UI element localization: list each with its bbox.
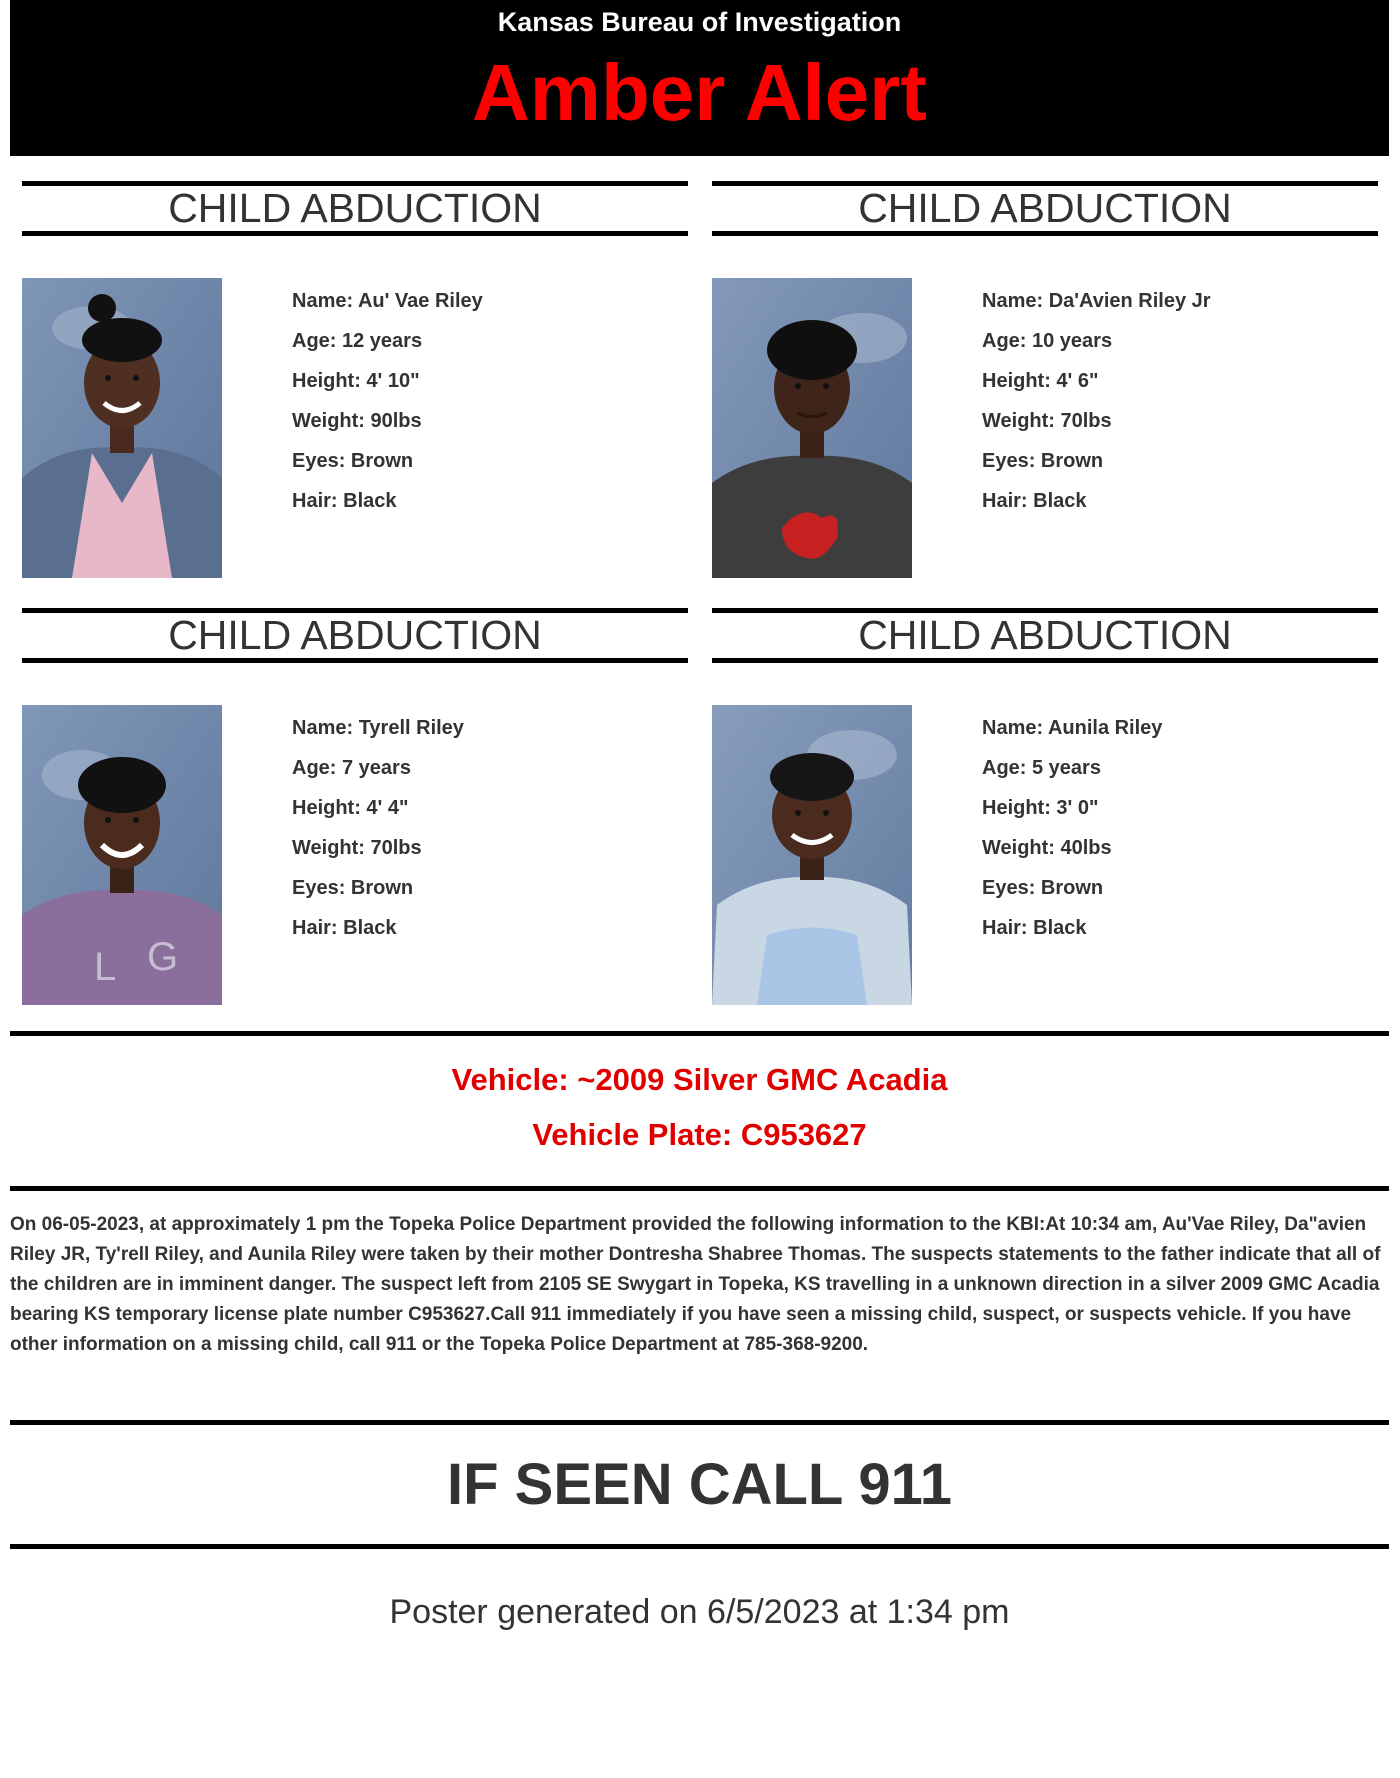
child-details: [982, 281, 1372, 521]
child-age: Age: 5 years: [982, 757, 1101, 779]
child-eyes: Eyes: Brown: [982, 450, 1104, 472]
child-name: Name: Tyrell Riley: [292, 717, 464, 739]
child-hair: Hair: Black: [982, 490, 1087, 512]
child-weight: Weight: 40lbs: [982, 837, 1112, 859]
agency-name: Kansas Bureau of Investigation: [497, 7, 902, 37]
divider: [10, 1544, 1389, 1549]
child-eyes: Eyes: Brown: [292, 877, 414, 899]
child-details: [292, 281, 682, 521]
child-card-3: [22, 608, 688, 1008]
divider: [10, 1186, 1389, 1191]
svg-text:G: G: [147, 935, 179, 979]
child-hair: Hair: Black: [292, 917, 397, 939]
child-photo: [22, 705, 222, 1005]
section-title: CHILD ABDUCTION: [858, 612, 1232, 658]
child-hair: Hair: Black: [982, 917, 1087, 939]
child-name: Name: Aunila Riley: [982, 717, 1163, 739]
child-age: Age: 10 years: [982, 330, 1113, 352]
child-photo: [712, 278, 912, 578]
alert-header: [10, 0, 1389, 156]
child-card-1: [22, 181, 688, 581]
child-weight: Weight: 70lbs: [982, 410, 1112, 432]
vehicle-description: Vehicle: ~2009 Silver GMC Acadia: [451, 1062, 948, 1097]
svg-text:L: L: [94, 945, 117, 989]
child-height: Height: 4' 4": [292, 797, 409, 819]
child-name: Name: Au' Vae Riley: [292, 290, 483, 312]
child-eyes: Eyes: Brown: [292, 450, 414, 472]
alert-title: Amber Alert: [472, 48, 927, 137]
child-name: Name: Da'Avien Riley Jr: [982, 290, 1211, 312]
divider: [10, 1031, 1389, 1036]
divider: [10, 1420, 1389, 1425]
child-weight: Weight: 90lbs: [292, 410, 422, 432]
child-card-2: [712, 181, 1378, 581]
incident-narrative: On 06-05-2023, at approximately 1 pm the Topeka Police Department provided the following information to the KBI:At 10:34 am, Au'Vae Riley, Da"avien Riley JR, Ty'rell Riley, and Aunila Riley were taken by their mother Dontresha Shabree Thomas. The suspects statements to the father indicate that all of the children are in imminent danger. The suspect left from 2105 SE Swygart in Topeka, KS travelling in a unknown direction in a silver 2009 GMC Acadia bearing KS temporary license plate number C953627.Call 911 immediately if you have seen a missing child, suspect, or suspects vehicle. If you have other information on a missing child, call 911 or the Topeka Police Department at 785-368-9200.: [10, 1214, 1381, 1355]
section-title: CHILD ABDUCTION: [168, 185, 542, 231]
section-title: CHILD ABDUCTION: [168, 612, 542, 658]
divider: [712, 658, 1378, 663]
child-details: [982, 708, 1372, 948]
divider: [22, 231, 688, 236]
poster-generated-timestamp: Poster generated on 6/5/2023 at 1:34 pm: [389, 1593, 1010, 1631]
child-height: Height: 4' 6": [982, 370, 1099, 392]
child-card-4: [712, 608, 1378, 1008]
child-eyes: Eyes: Brown: [982, 877, 1104, 899]
child-photo: [22, 278, 222, 578]
section-title: CHILD ABDUCTION: [858, 185, 1232, 231]
child-height: Height: 3' 0": [982, 797, 1099, 819]
vehicle-plate: Vehicle Plate: C953627: [532, 1117, 867, 1152]
child-age: Age: 7 years: [292, 757, 411, 779]
child-photo: [712, 705, 912, 1005]
child-details: [292, 708, 682, 948]
child-hair: Hair: Black: [292, 490, 397, 512]
child-weight: Weight: 70lbs: [292, 837, 422, 859]
child-age: Age: 12 years: [292, 330, 423, 352]
divider: [712, 231, 1378, 236]
divider: [22, 658, 688, 663]
call-to-action: IF SEEN CALL 911: [447, 1452, 952, 1517]
child-height: Height: 4' 10": [292, 370, 420, 392]
